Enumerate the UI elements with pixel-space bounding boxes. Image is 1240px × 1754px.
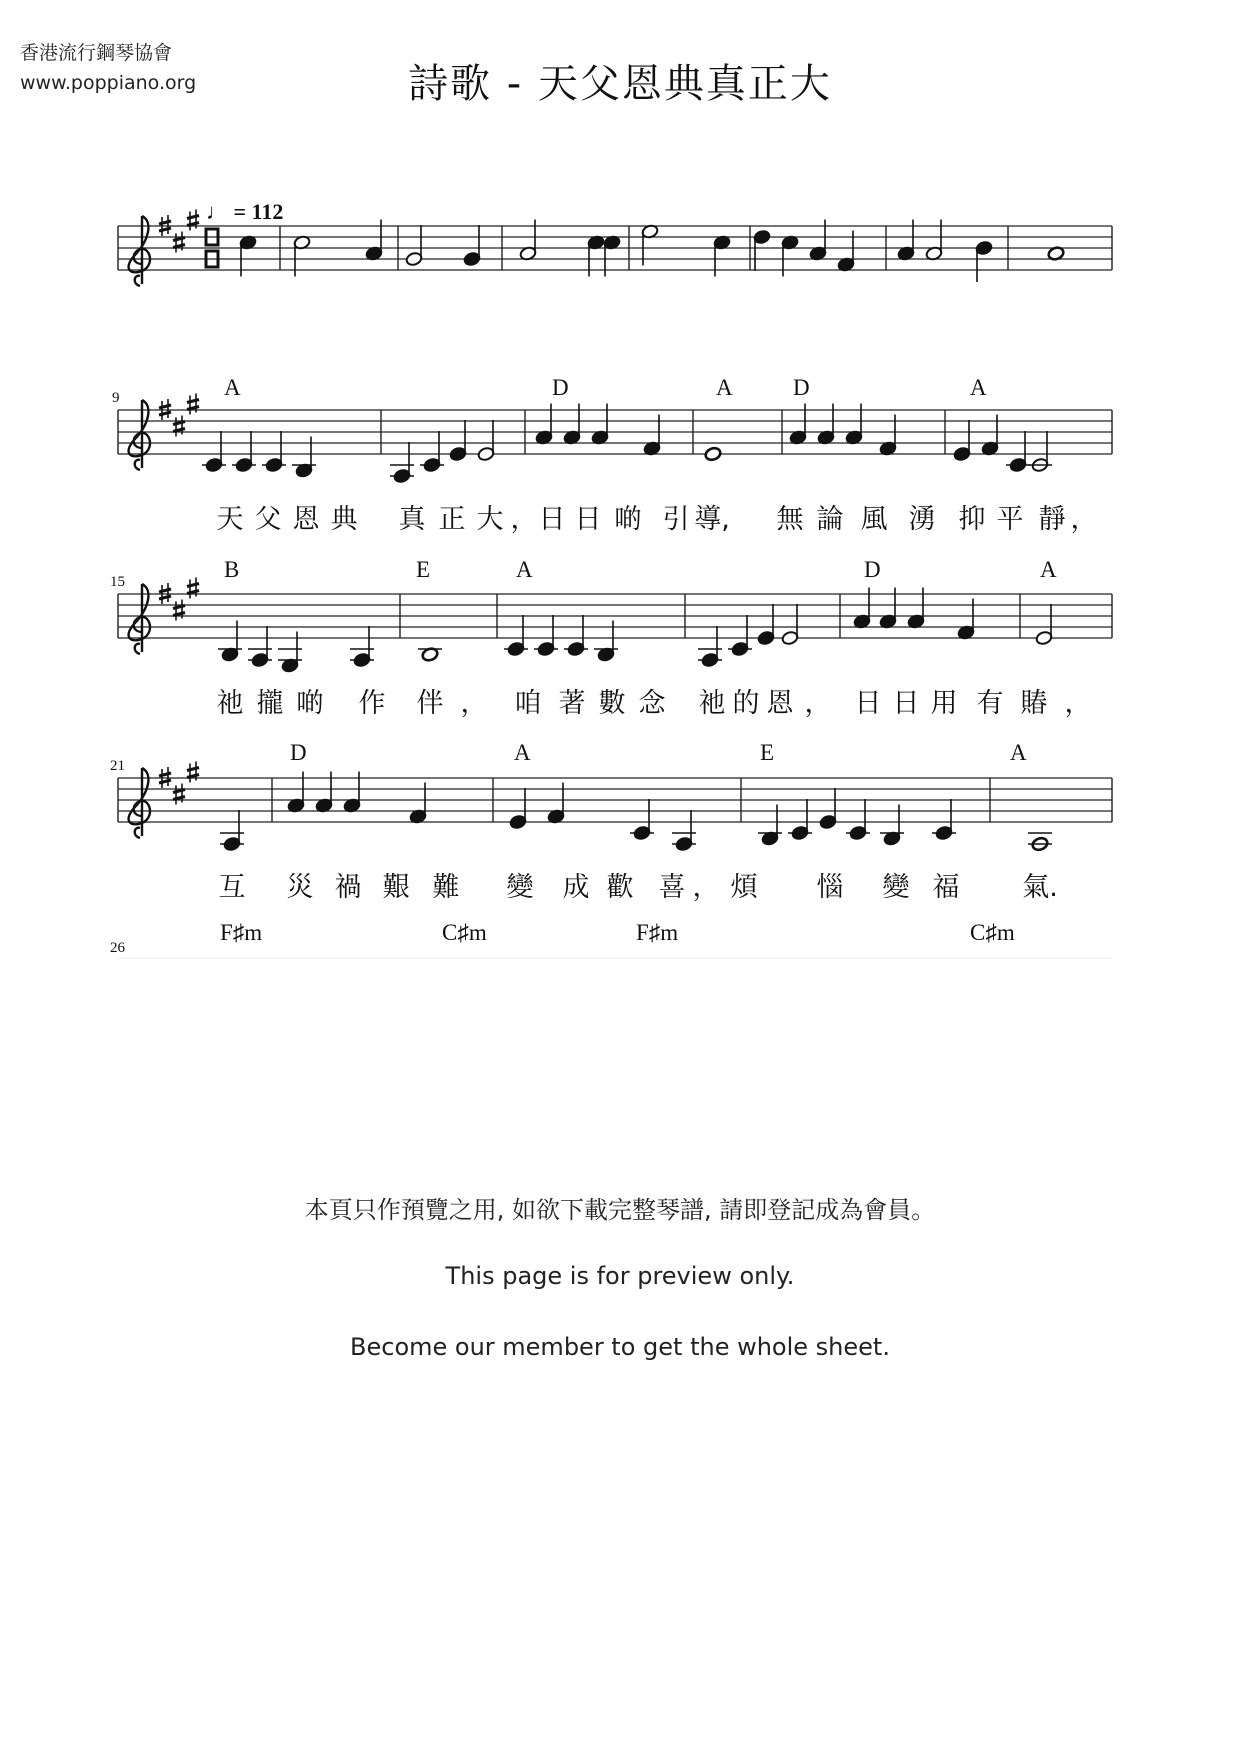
- note: [1035, 604, 1053, 646]
- sharp-bar: [187, 591, 199, 594]
- lyric-syllable: 的: [732, 688, 760, 719]
- lyrics: [217, 504, 1098, 903]
- lyric-syllable: 咱: [514, 688, 542, 719]
- chord-symbol: A: [1010, 740, 1027, 765]
- note: [975, 240, 993, 282]
- lyric-syllable: 變: [882, 872, 910, 903]
- chord-symbol: C♯m: [442, 920, 487, 945]
- sharp-bar: [187, 223, 199, 226]
- lyric-syllable: 著: [558, 688, 586, 719]
- lyric-syllable: 日: [892, 688, 920, 719]
- lyric-syllable: 用: [930, 688, 958, 719]
- sharp-icon: [187, 762, 199, 783]
- lyric-syllable: 平: [996, 504, 1024, 535]
- chord-symbol: E: [416, 557, 431, 582]
- lyric-syllable: 歡: [606, 872, 634, 903]
- lyric-syllable: 風: [860, 504, 888, 535]
- lyric-syllable: 禍: [334, 872, 362, 903]
- note: [477, 420, 495, 462]
- lyric-syllable: 氣.: [1022, 872, 1058, 903]
- note: [449, 420, 467, 462]
- lyric-syllable: 艱: [382, 872, 410, 903]
- chord-symbol: B: [224, 557, 240, 582]
- note: [248, 626, 272, 668]
- sharp-bar: [173, 245, 185, 248]
- lyric-syllable: ，: [460, 688, 488, 719]
- lyric-syllable: 日: [538, 504, 566, 535]
- sharp-bar: [187, 768, 199, 771]
- lyric-syllable: 日: [854, 688, 882, 719]
- chord-symbol: A: [1040, 557, 1057, 582]
- note: [534, 615, 558, 657]
- lyric-syllable: 祂: [216, 688, 244, 719]
- lyric-syllable: 湧: [908, 504, 936, 535]
- sharp-bar: [173, 613, 185, 616]
- note: [753, 229, 771, 271]
- sharp-bar: [159, 405, 171, 408]
- chord-symbol: E: [760, 740, 775, 765]
- lyric-syllable: 啲: [614, 504, 642, 535]
- note: [418, 647, 442, 662]
- sharp-bar: [173, 422, 185, 425]
- sharp-icon: [187, 394, 199, 415]
- note: [846, 799, 870, 841]
- note: [350, 626, 374, 668]
- measure-number: 9: [112, 390, 120, 406]
- lyric-syllable: 恩: [766, 688, 794, 719]
- note: [819, 788, 837, 830]
- note: [1006, 431, 1030, 473]
- note: [932, 799, 956, 841]
- lyric-syllable: 作: [358, 688, 386, 719]
- note-head: [704, 446, 722, 461]
- lyric-syllable: 難: [432, 872, 460, 903]
- lyric-syllable: 正: [438, 504, 466, 535]
- member-notice-english: Become our member to get the whole sheet.: [350, 1333, 890, 1361]
- lyric-syllable: 無: [776, 504, 804, 535]
- lyric-syllable: 恩: [292, 504, 320, 535]
- lyric-syllable: 真: [398, 504, 426, 535]
- sharp-icon: [173, 416, 185, 437]
- tempo-marking: ♩ = 112: [206, 199, 284, 224]
- lyric-syllable: 大: [476, 504, 504, 535]
- lyric-syllable: 父: [254, 504, 282, 535]
- chord-symbol: A: [970, 375, 987, 400]
- preview-notice-chinese: 本頁只作預覽之用, 如欲下載完整琴譜, 請即登記成為會員。: [304, 1196, 936, 1224]
- site-name: 香港流行鋼琴協會: [20, 42, 173, 64]
- measure-number: 15: [110, 574, 125, 590]
- lyric-syllable: ，: [1070, 504, 1098, 535]
- lyric-syllable: 抑: [958, 504, 986, 535]
- note: [504, 615, 528, 657]
- sharp-bar: [159, 780, 171, 783]
- measure-number: 26: [110, 940, 125, 956]
- sharp-bar: [173, 797, 185, 800]
- sharp-bar: [173, 790, 185, 793]
- sharp-bar: [159, 412, 171, 415]
- lyric-syllable: 日: [574, 504, 602, 535]
- note: [509, 788, 527, 830]
- note: [262, 431, 286, 473]
- chord-symbol: D: [290, 740, 307, 765]
- lyric-syllable: 喜: [658, 872, 686, 903]
- lyric-syllable: ，: [1064, 688, 1092, 719]
- note: [704, 446, 722, 461]
- score-text: [110, 199, 1057, 956]
- sharp-icon: [187, 210, 199, 231]
- note: [1028, 833, 1052, 852]
- note: [420, 431, 444, 473]
- sharp-bar: [159, 596, 171, 599]
- chord-symbol: D: [552, 375, 569, 400]
- lyric-syllable: 典: [330, 504, 358, 535]
- chord-symbol: A: [224, 375, 241, 400]
- note: [630, 799, 654, 841]
- sharp-bar: [187, 216, 199, 219]
- chord-symbol: F♯m: [220, 920, 263, 945]
- sharp-icon: [187, 578, 199, 599]
- lyric-syllable: ，: [692, 872, 720, 903]
- chord-symbol: A: [516, 557, 533, 582]
- sharp-bar: [159, 589, 171, 592]
- sharp-bar: [173, 429, 185, 432]
- measure-number: 21: [110, 758, 125, 774]
- chord-symbol: A: [716, 375, 733, 400]
- notes: [202, 220, 1065, 852]
- sharp-icon: [173, 600, 185, 621]
- sharp-bar: [159, 221, 171, 224]
- note: [202, 431, 226, 473]
- note: [564, 615, 588, 657]
- lyric-syllable: 攏: [256, 688, 284, 719]
- chord-symbol: C♯m: [970, 920, 1015, 945]
- chord-symbol: F♯m: [636, 920, 679, 945]
- chord-symbol: D: [793, 375, 810, 400]
- note: [390, 442, 414, 484]
- lyric-syllable: 念: [638, 688, 666, 719]
- note: [757, 604, 775, 646]
- sharp-bar: [187, 407, 199, 410]
- note: [232, 431, 256, 473]
- note: [953, 420, 971, 462]
- note: [781, 604, 799, 646]
- lyric-syllable: 引: [662, 504, 690, 535]
- note: [788, 799, 812, 841]
- sharp-bar: [159, 773, 171, 776]
- note: [672, 810, 696, 852]
- chord-symbol: D: [864, 557, 881, 582]
- lyric-syllable: 賰: [1020, 688, 1048, 719]
- preview-notice-english: This page is for preview only.: [445, 1262, 795, 1290]
- chord-symbol: A: [514, 740, 531, 765]
- lyric-syllable: 伴: [416, 688, 444, 719]
- lyric-syllable: 數: [598, 688, 626, 719]
- lyric-syllable: 惱: [816, 872, 844, 903]
- lyric-syllable: 啲: [296, 688, 324, 719]
- lyric-syllable: 論: [816, 504, 844, 535]
- lyric-syllable: 煩: [730, 872, 758, 903]
- sharp-bar: [187, 400, 199, 403]
- note: [405, 225, 423, 267]
- lyric-syllable: 祂: [698, 688, 726, 719]
- lyric-syllable: 天: [216, 504, 244, 535]
- lyric-syllable: 有: [976, 688, 1004, 719]
- sharp-bar: [159, 228, 171, 231]
- lyric-syllable: ，: [804, 688, 832, 719]
- lyric-syllable: 變: [506, 872, 534, 903]
- sharp-bar: [173, 606, 185, 609]
- site-url: www.poppiano.org: [20, 72, 197, 94]
- note: [1028, 431, 1052, 473]
- sharp-icon: [173, 784, 185, 805]
- staff-system: [118, 762, 1112, 839]
- lyric-syllable: 福: [932, 872, 960, 903]
- note: [728, 615, 752, 657]
- page-title: 詩歌 - 天父恩典真正大: [408, 61, 832, 107]
- sharp-bar: [173, 238, 185, 241]
- lyric-syllable: 導,: [694, 504, 730, 535]
- note: [463, 225, 481, 267]
- lyric-syllable: 互: [218, 872, 246, 903]
- note: [220, 810, 244, 852]
- lyric-syllable: ，: [510, 504, 538, 535]
- lyric-syllable: 靜: [1038, 504, 1066, 535]
- sharp-bar: [187, 584, 199, 587]
- staves: [118, 210, 1112, 959]
- lyric-syllable: 成: [562, 872, 590, 903]
- sharp-icon: [173, 232, 185, 253]
- sharp-bar: [187, 775, 199, 778]
- note: [698, 626, 722, 668]
- lyric-syllable: 災: [286, 872, 314, 903]
